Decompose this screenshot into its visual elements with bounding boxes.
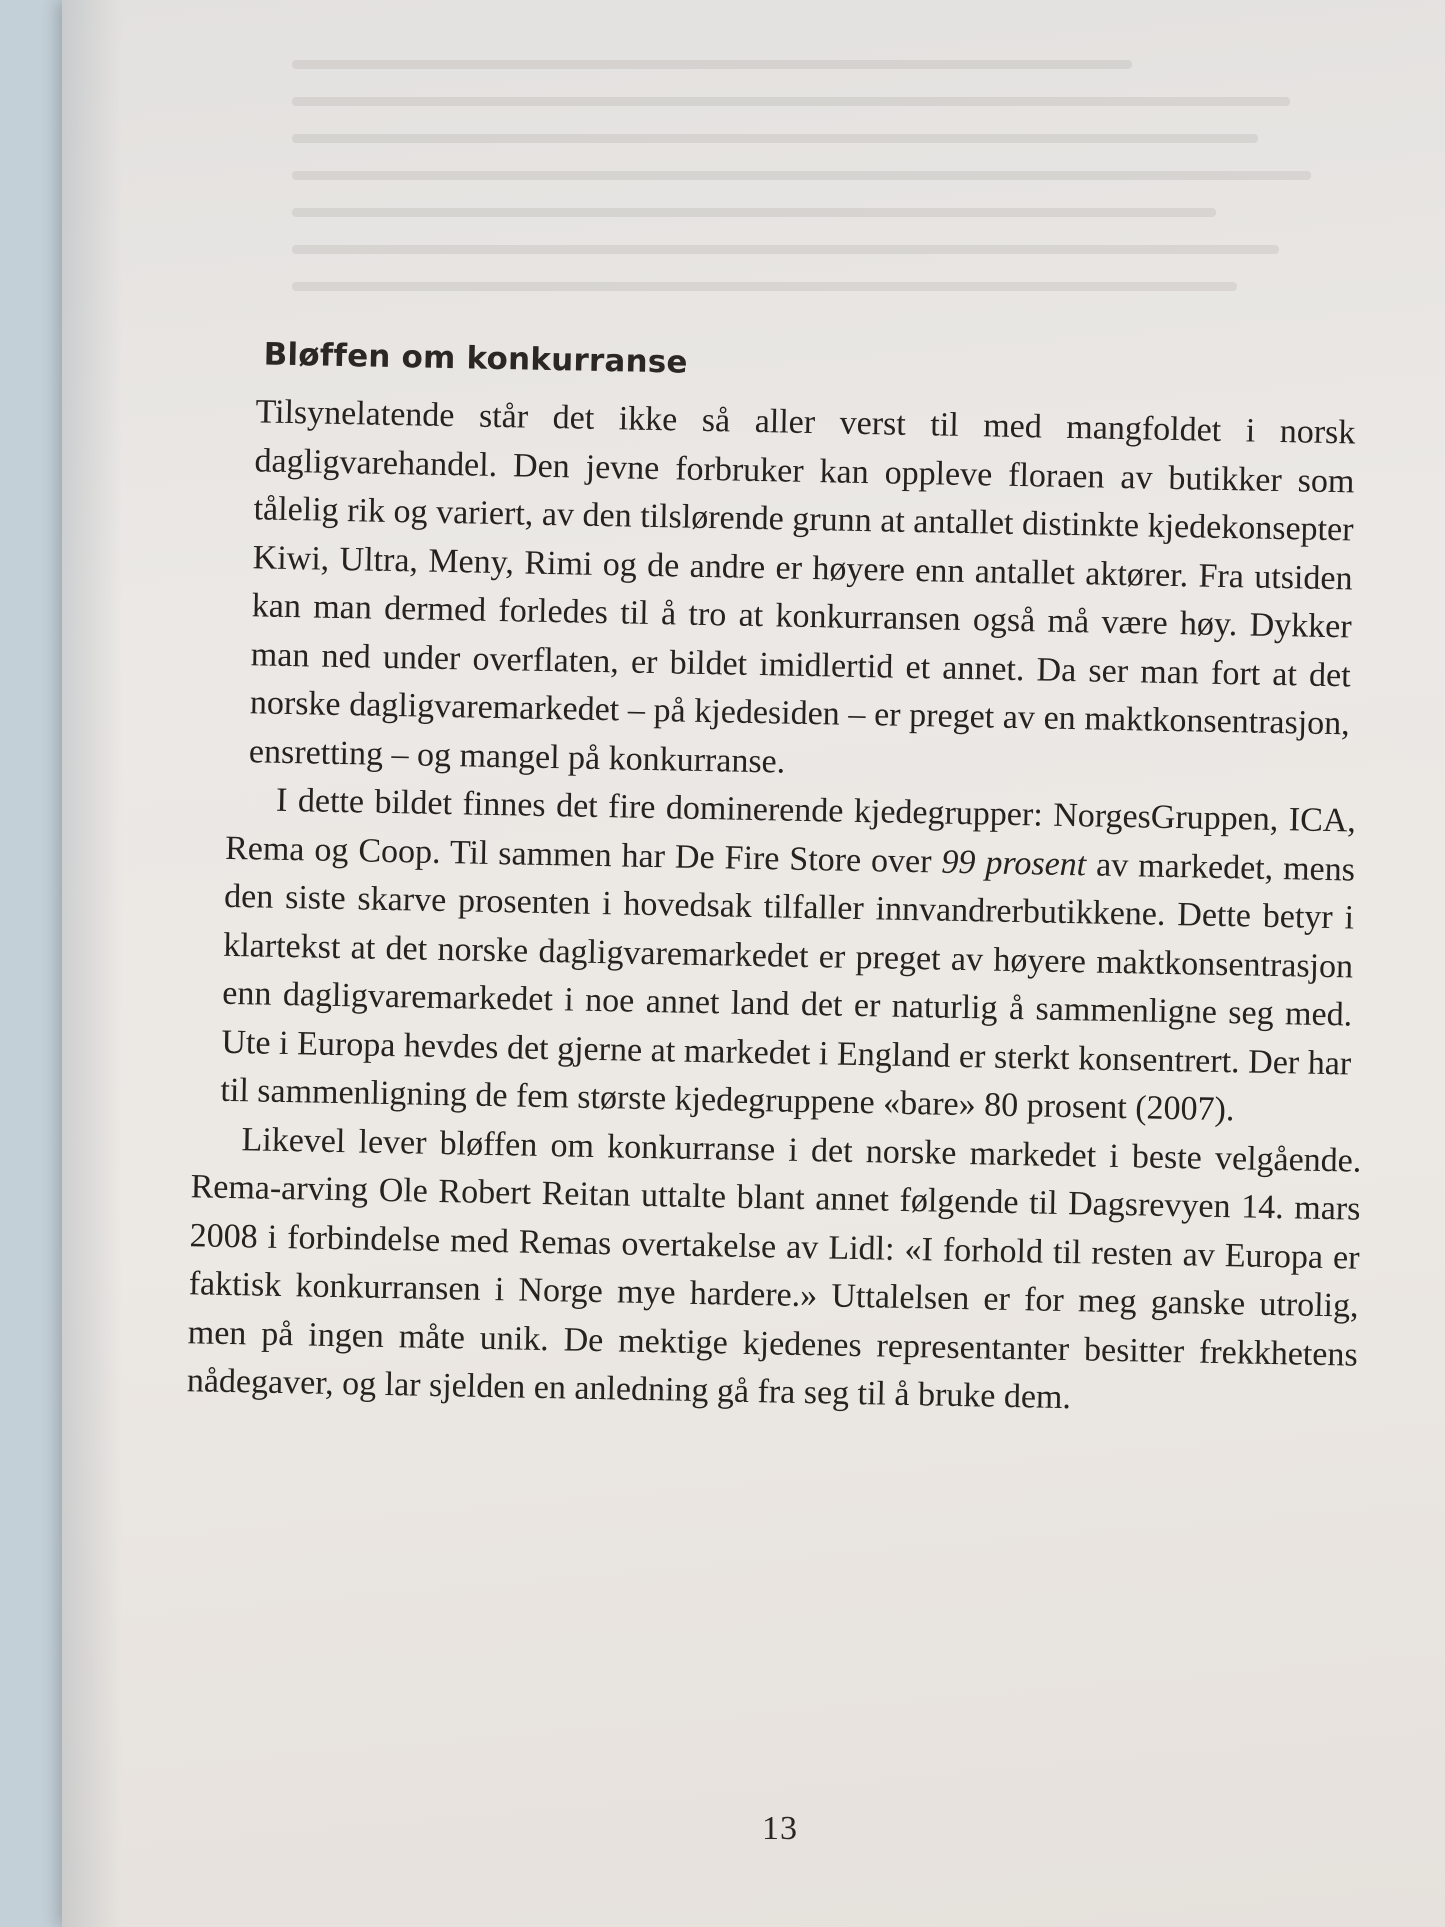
show-through-text <box>292 60 1342 360</box>
body-text <box>166 335 1376 1428</box>
book-page <box>62 0 1445 1927</box>
italic-emphasis: 99 prosent <box>941 843 1087 883</box>
page-number: 13 <box>762 1810 798 1847</box>
section-heading: Bløffen om konkurranse <box>263 336 689 381</box>
paragraph-2-text-b: av markedet, mens den siste skarve prosenten i hovedsak tilfaller innvandrerbutikkene. Dette betyr i klartekst at det norske dagligvaremarkedet er preget av høyere maktkonsentrasjon enn dagligvaremarkedet i noe annet land det er naturlig å sammenligne seg med. Ute i Europa hevdes det gjerne at markedet i England er sterkt konsentrert. Der har til sammenligning de fem største kjedegruppene «bare» 80 prosent (2007). <box>220 845 1356 1129</box>
paragraph-2-text-a: I dette bildet finnes det fire dominerende kjedegrupper: NorgesGruppen, ICA, Rema og Coop. Til sammen har De Fire Store over <box>224 781 1357 881</box>
paragraph-1: Tilsynelatende står det ikke så aller verst til med mangfoldet i norsk dagligvarehandel. Den jevne forbruker kan oppleve floraen av butikker som tålelig rik og variert, av den tilslørende grunn at antallet distinkte kjedekonsepter Kiwi, Ultra, Meny, Rimi og de andre er høyere enn antallet aktører. Fra utsiden kan man dermed forledes til å tro at konkurransen også må være høy. Dykker man ned under overflaten, er bildet imidlertid et annet. Da ser man fort at det norske dagligvaremarkedet – på kjedesiden – er preget av en maktkonsentrasjon, ensretting – og mangel på konkurranse. <box>248 393 1356 781</box>
paragraph-3: Likevel lever bløffen om konkurranse i det norske markedet i beste velgående. Rema-arving Ole Robert Reitan uttalte blant annet følgende til Dagsrevyen 14. mars 2008 i forbindelse med Remas overtakelse av Lidl: «I forhold til resten av Europa er faktisk konkurransen i Norge mye hardere.» Uttalelsen er for meg ganske utrolig, men på ingen måte unik. De mektige kjedenes representanter besitter frekkhetens nådegaver, og lar sjelden en anledning gå fra seg til å bruke dem. <box>186 1120 1362 1417</box>
paragraph-2 <box>220 776 1356 1137</box>
